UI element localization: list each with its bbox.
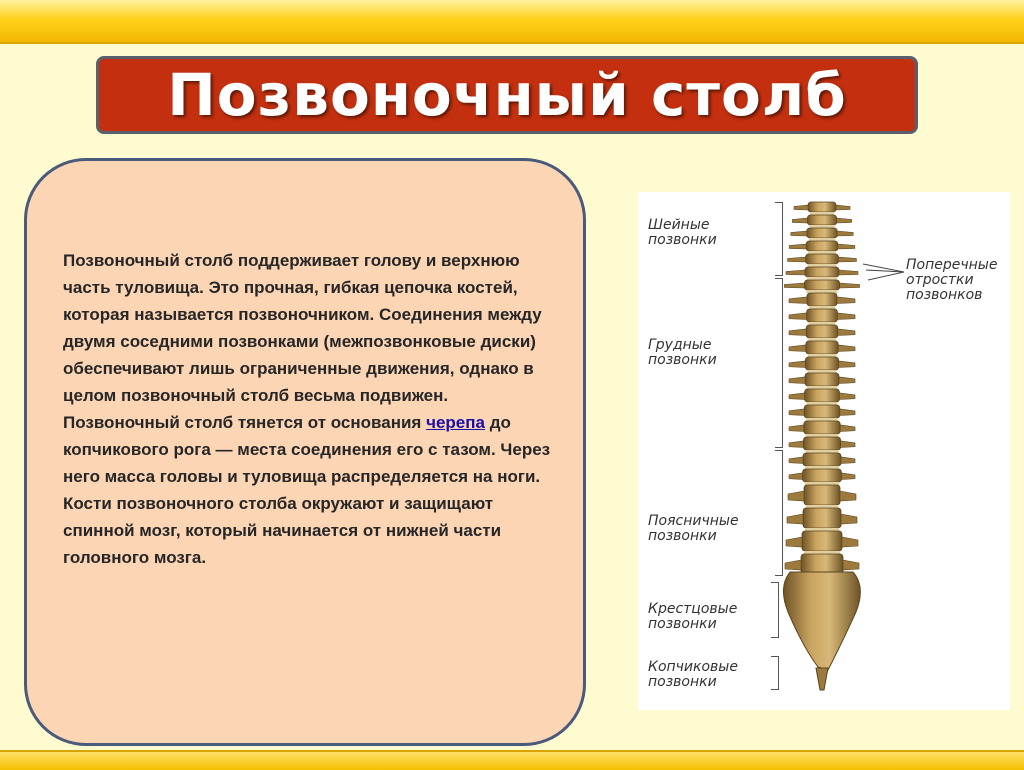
label-lumbar-line2: позвонки bbox=[648, 528, 717, 544]
vertebra bbox=[804, 421, 840, 434]
vertebra bbox=[806, 254, 839, 264]
label-sacral bbox=[648, 602, 737, 632]
vertebra bbox=[807, 215, 836, 225]
transverse-process bbox=[839, 393, 855, 400]
transverse-process bbox=[789, 425, 804, 432]
transverse-process bbox=[789, 409, 804, 416]
text-panel bbox=[24, 158, 586, 746]
bracket-coccygeal bbox=[764, 656, 779, 690]
transverse-process bbox=[789, 441, 803, 448]
paragraph-extent-start: Позвоночный столб тянется от основания bbox=[63, 413, 427, 432]
intervertebral-disc bbox=[807, 277, 837, 280]
skull-link[interactable]: черепа bbox=[426, 413, 485, 432]
label-thoracic-line2: позвонки bbox=[648, 352, 717, 368]
slide-title: Позвоночный столб bbox=[167, 61, 847, 129]
vertebra bbox=[803, 508, 841, 528]
bracket-lumbar bbox=[768, 450, 783, 576]
intervertebral-disc bbox=[805, 482, 840, 485]
bracket-sacral bbox=[764, 582, 779, 638]
vertebra bbox=[807, 309, 838, 322]
transverse-process bbox=[841, 457, 855, 464]
transverse-process bbox=[837, 297, 855, 304]
intervertebral-disc bbox=[805, 450, 838, 453]
vertebrae-group bbox=[784, 202, 860, 600]
transverse-process bbox=[840, 425, 855, 432]
vertebra bbox=[805, 373, 839, 386]
bottom-decorative-band bbox=[0, 750, 1024, 770]
transverse-process bbox=[792, 218, 807, 223]
transverse-process bbox=[785, 560, 801, 570]
paragraph-extent bbox=[63, 409, 563, 490]
transverse-process bbox=[841, 473, 855, 480]
label-cervical-line1: Шейные bbox=[648, 217, 710, 233]
vertebra bbox=[806, 241, 838, 251]
bracket-thoracic bbox=[768, 278, 783, 448]
label-transverse-line2: отростки bbox=[906, 272, 974, 288]
intervertebral-disc bbox=[807, 370, 836, 373]
transverse-process bbox=[837, 218, 852, 223]
transverse-process bbox=[789, 473, 803, 480]
transverse-process bbox=[789, 393, 805, 400]
label-cervical bbox=[648, 218, 717, 248]
intervertebral-disc bbox=[807, 386, 837, 389]
intervertebral-disc bbox=[804, 551, 840, 554]
intervertebral-disc bbox=[805, 466, 839, 469]
transverse-process bbox=[786, 270, 805, 275]
vertebra bbox=[802, 531, 842, 551]
intervertebral-disc bbox=[808, 338, 836, 341]
label-transverse-processes bbox=[906, 258, 997, 303]
label-lumbar bbox=[648, 514, 739, 544]
label-coccygeal-line2: позвонки bbox=[648, 674, 717, 690]
intervertebral-disc bbox=[809, 225, 834, 228]
label-thoracic-line1: Грудные bbox=[648, 337, 712, 353]
transverse-process bbox=[794, 205, 808, 210]
intervertebral-disc bbox=[810, 212, 834, 215]
vertebra bbox=[803, 469, 842, 482]
vertebra bbox=[806, 325, 838, 338]
vertebra bbox=[804, 485, 840, 505]
transverse-process bbox=[837, 313, 855, 320]
intervertebral-disc bbox=[806, 434, 838, 437]
label-lumbar-line1: Поясничные bbox=[648, 513, 739, 529]
label-sacral-line2: позвонки bbox=[648, 616, 717, 632]
transverse-process bbox=[837, 231, 853, 236]
intervertebral-disc bbox=[808, 251, 836, 254]
transverse-process bbox=[836, 205, 850, 210]
transverse-process bbox=[789, 377, 805, 384]
transverse-process bbox=[788, 491, 804, 501]
vertebra bbox=[801, 554, 843, 574]
transverse-process bbox=[789, 244, 806, 249]
label-coccygeal-line1: Копчиковые bbox=[648, 659, 738, 675]
paragraph-extent-end: до копчикового рога — места соединения его с тазом. Через него масса головы и туловища распределяется на ноги. bbox=[63, 413, 551, 486]
transverse-process bbox=[789, 361, 805, 368]
transverse-process bbox=[791, 231, 807, 236]
transverse-process bbox=[789, 297, 807, 304]
transverse-process bbox=[838, 257, 856, 262]
transverse-process bbox=[839, 270, 858, 275]
intervertebral-disc bbox=[809, 306, 835, 309]
vertebra bbox=[806, 341, 838, 354]
transverse-process bbox=[840, 491, 856, 501]
label-coccygeal bbox=[648, 660, 738, 690]
intervertebral-disc bbox=[809, 238, 835, 241]
vertebra bbox=[804, 405, 840, 418]
label-thoracic bbox=[648, 338, 717, 368]
transverse-process bbox=[789, 457, 803, 464]
vertebra bbox=[803, 453, 841, 466]
paragraph-spinal-cord: Кости позвоночного столба окружают и защищают спинной мозг, который начинается от нижней части головного мозга. bbox=[63, 494, 502, 567]
body-text bbox=[63, 247, 563, 571]
sacrum-shape bbox=[783, 572, 860, 670]
transverse-process bbox=[789, 345, 806, 352]
vertebra bbox=[807, 293, 837, 306]
vertebra bbox=[805, 267, 839, 277]
transverse-process bbox=[786, 537, 802, 547]
transverse-process bbox=[840, 409, 855, 416]
transverse-process bbox=[789, 329, 806, 336]
intervertebral-disc bbox=[807, 402, 838, 405]
transverse-process bbox=[787, 514, 803, 524]
transverse-process bbox=[784, 283, 804, 288]
intervertebral-disc bbox=[806, 418, 838, 421]
transverse-process bbox=[789, 313, 807, 320]
transverse-process bbox=[838, 244, 855, 249]
coccyx-shape bbox=[816, 668, 828, 690]
transverse-process bbox=[838, 329, 855, 336]
transverse-process bbox=[788, 257, 806, 262]
paragraph-support: Позвоночный столб поддерживает голову и верхнюю часть туловища. Это прочная, гибкая цепочка костей, которая называется позвоночником. Соединения между двумя соседними позвонками (межпозвонковые диски) обеспечивают лишь ограниченные движения, однако в целом позвоночный столб весьма подвижен. bbox=[63, 251, 542, 405]
vertebra bbox=[805, 389, 840, 402]
transverse-process bbox=[843, 560, 859, 570]
label-cervical-line2: позвонки bbox=[648, 232, 717, 248]
intervertebral-disc bbox=[808, 264, 837, 267]
intervertebral-disc bbox=[808, 354, 836, 357]
vertebra bbox=[805, 357, 838, 370]
vertebra bbox=[807, 228, 837, 238]
transverse-process bbox=[841, 514, 857, 524]
vertebra bbox=[808, 202, 836, 212]
bracket-cervical bbox=[768, 202, 783, 276]
label-transverse-line1: Поперечные bbox=[906, 257, 998, 273]
vertebra bbox=[804, 280, 839, 290]
transverse-process bbox=[840, 283, 860, 288]
intervertebral-disc bbox=[806, 290, 837, 293]
title-banner bbox=[96, 56, 918, 134]
transverse-process bbox=[839, 361, 855, 368]
intervertebral-disc bbox=[809, 322, 836, 325]
vertebra bbox=[803, 437, 840, 450]
spine-figure bbox=[638, 192, 1010, 710]
label-sacral-line1: Крестцовые bbox=[648, 601, 738, 617]
transverse-process bbox=[842, 537, 858, 547]
top-decorative-band bbox=[0, 0, 1024, 44]
label-transverse-line3: позвонков bbox=[906, 287, 983, 303]
transverse-process bbox=[841, 441, 855, 448]
transverse-process bbox=[838, 345, 855, 352]
transverse-process bbox=[839, 377, 855, 384]
intervertebral-disc bbox=[805, 528, 839, 531]
intervertebral-disc bbox=[806, 505, 838, 508]
